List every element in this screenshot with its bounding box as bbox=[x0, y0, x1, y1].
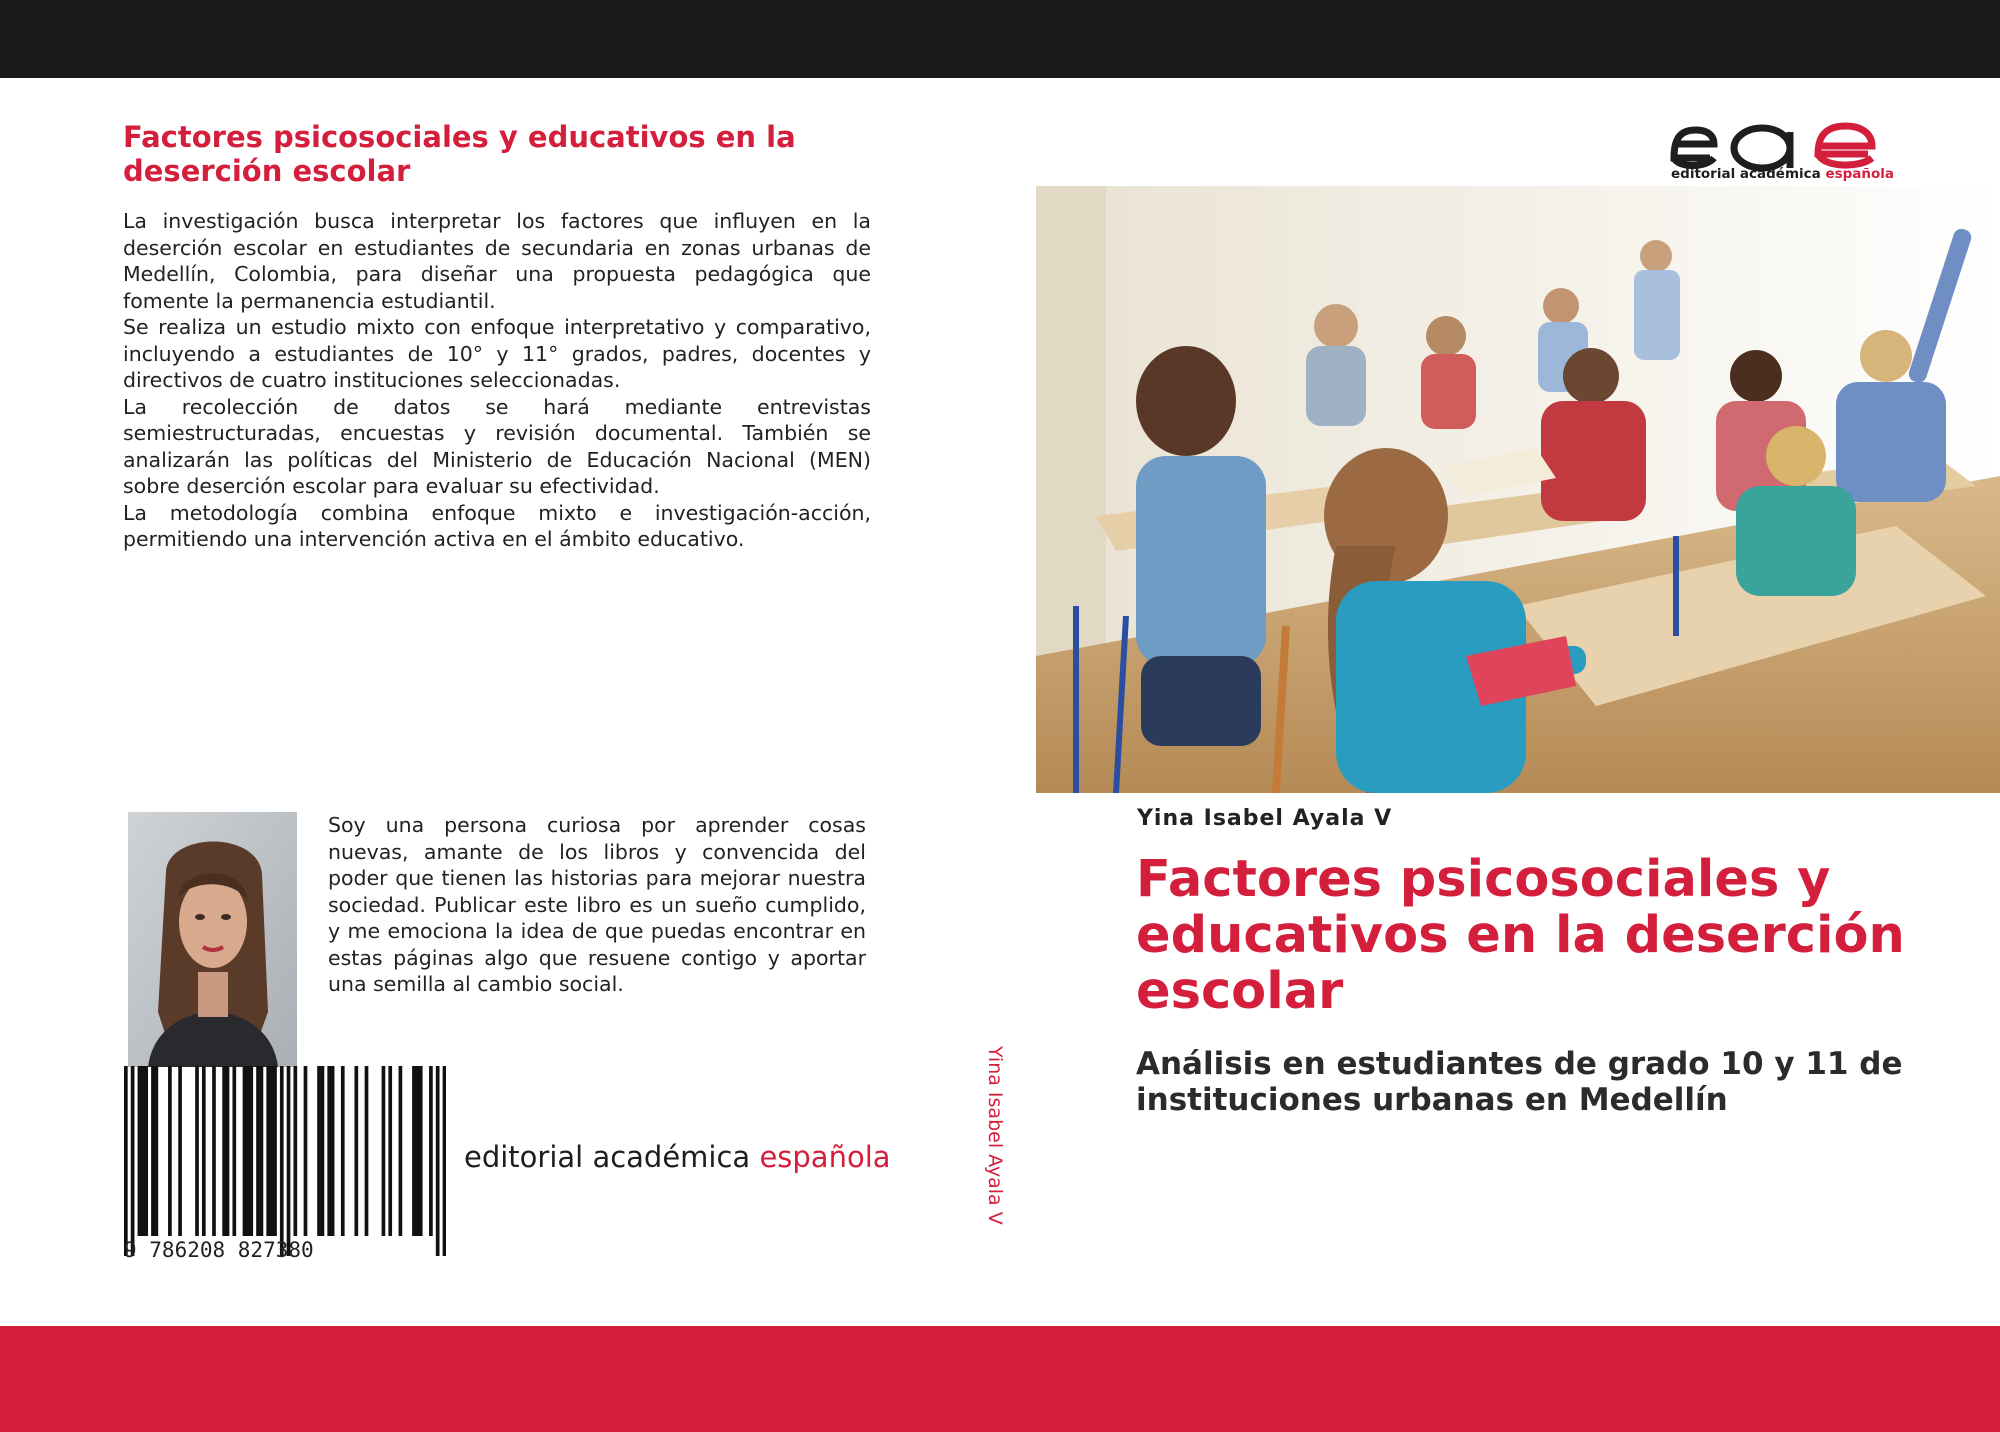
barcode-bar bbox=[151, 1066, 155, 1236]
isbn-digits: 9 786208 827380 bbox=[124, 1238, 314, 1262]
barcode-bar bbox=[270, 1066, 274, 1236]
barcode-bar bbox=[327, 1066, 331, 1236]
barcode-bar bbox=[429, 1066, 433, 1236]
logo-caption-main: editorial académica bbox=[1671, 166, 1826, 182]
barcode-bar bbox=[341, 1066, 345, 1236]
barcode-bar bbox=[131, 1066, 135, 1256]
barcode-bar bbox=[168, 1066, 172, 1236]
isbn-barcode bbox=[124, 1066, 446, 1256]
blurb-paragraph: La metodología combina enfoque mixto e investigación-acción, permitiendo una intervención activa en el ámbito educativo. bbox=[123, 500, 871, 551]
barcode-bar bbox=[155, 1066, 159, 1236]
cover-photo bbox=[1036, 186, 2000, 793]
author-photo bbox=[128, 812, 297, 1067]
bottom-red-band bbox=[0, 1326, 2000, 1432]
barcode-bar bbox=[273, 1066, 277, 1236]
barcode-bar bbox=[412, 1066, 416, 1236]
barcode-bar bbox=[354, 1066, 358, 1236]
blurb-paragraph: Se realiza un estudio mixto con enfoque interpretativo y comparativo, incluyendo a estudiantes de 10° y 11° grados, padres, docentes y directivos de cuatro instituciones seleccionadas. bbox=[123, 315, 871, 392]
spine-author: Yina Isabel Ayala V bbox=[984, 1046, 1006, 1225]
publisher-name-main: editorial académica bbox=[464, 1140, 760, 1174]
barcode-bar bbox=[388, 1066, 392, 1236]
barcode-bar bbox=[317, 1066, 321, 1236]
front-cover-subtitle: Análisis en estudiantes de grado 10 y 11 de instituciones urbanas en Medellín bbox=[1136, 1046, 1903, 1118]
top-dark-band bbox=[0, 0, 2000, 78]
barcode-bar bbox=[243, 1066, 247, 1236]
barcode-bar bbox=[293, 1066, 297, 1236]
barcode-bar bbox=[222, 1066, 226, 1236]
barcode-bar bbox=[260, 1066, 264, 1236]
front-author: Yina Isabel Ayala V bbox=[1137, 806, 1393, 831]
back-publisher-name bbox=[464, 1140, 891, 1174]
barcode-bar bbox=[382, 1066, 386, 1236]
logo-caption-accent: española bbox=[1825, 166, 1895, 182]
author-bio: Soy una persona curiosa por aprender cosas nuevas, amante de los libros y convencida del poder que tienen las historias para mejorar nuestra sociedad. Publicar este libro es un sueño cumplido, y me emociona la idea de que puedas encontrar en estas páginas algo que resuene contigo y aportar una semilla al cambio social. bbox=[328, 813, 866, 996]
barcode-bar bbox=[321, 1066, 325, 1236]
barcode-bar bbox=[415, 1066, 419, 1236]
logo-caption bbox=[1671, 166, 1894, 182]
barcode-bar bbox=[226, 1066, 230, 1236]
front-cover-title: Factores psicosociales y educativos en la deserción escolar bbox=[1136, 850, 1905, 1021]
barcode-bar bbox=[399, 1066, 403, 1236]
barcode-bar bbox=[287, 1066, 291, 1256]
barcode-bar bbox=[304, 1066, 308, 1236]
barcode-bar bbox=[419, 1066, 423, 1236]
barcode-bar bbox=[144, 1066, 148, 1236]
blurb-paragraph: La investigación busca interpretar los factores que influyen en la deserción escolar en estudiantes de secundaria en zonas urbanas de Medellín, Colombia, para diseñar una propuesta pedagógica que fomente la permanencia estudiantil. bbox=[123, 209, 871, 313]
barcode-bar bbox=[246, 1066, 250, 1236]
barcode-bar bbox=[256, 1066, 260, 1236]
barcode-bar bbox=[280, 1066, 284, 1256]
barcode-bar bbox=[124, 1066, 128, 1256]
back-cover-blurb bbox=[123, 208, 871, 553]
barcode-bar bbox=[232, 1066, 236, 1236]
barcode-bar bbox=[436, 1066, 440, 1256]
barcode-bar bbox=[202, 1066, 206, 1236]
barcode-bar bbox=[138, 1066, 142, 1236]
barcode-bar bbox=[443, 1066, 446, 1256]
barcode-bar bbox=[266, 1066, 270, 1236]
barcode-bar bbox=[331, 1066, 335, 1236]
publisher-name-accent: española bbox=[759, 1140, 891, 1174]
barcode-bar bbox=[178, 1066, 182, 1236]
barcode-bar bbox=[195, 1066, 199, 1236]
back-cover-title: Factores psicosociales y educativos en la deserción escolar bbox=[123, 120, 796, 188]
barcode-bar bbox=[141, 1066, 145, 1236]
blurb-paragraph: La recolección de datos se hará mediante entrevistas semiestructuradas, encuestas y revisión documental. También se analizarán las políticas del Ministerio de Educación Nacional (MEN) sobre deserción escolar para evaluar su efectividad. bbox=[123, 394, 871, 498]
barcode-bar bbox=[365, 1066, 369, 1236]
barcode-bar bbox=[249, 1066, 253, 1236]
barcode-bar bbox=[212, 1066, 216, 1236]
